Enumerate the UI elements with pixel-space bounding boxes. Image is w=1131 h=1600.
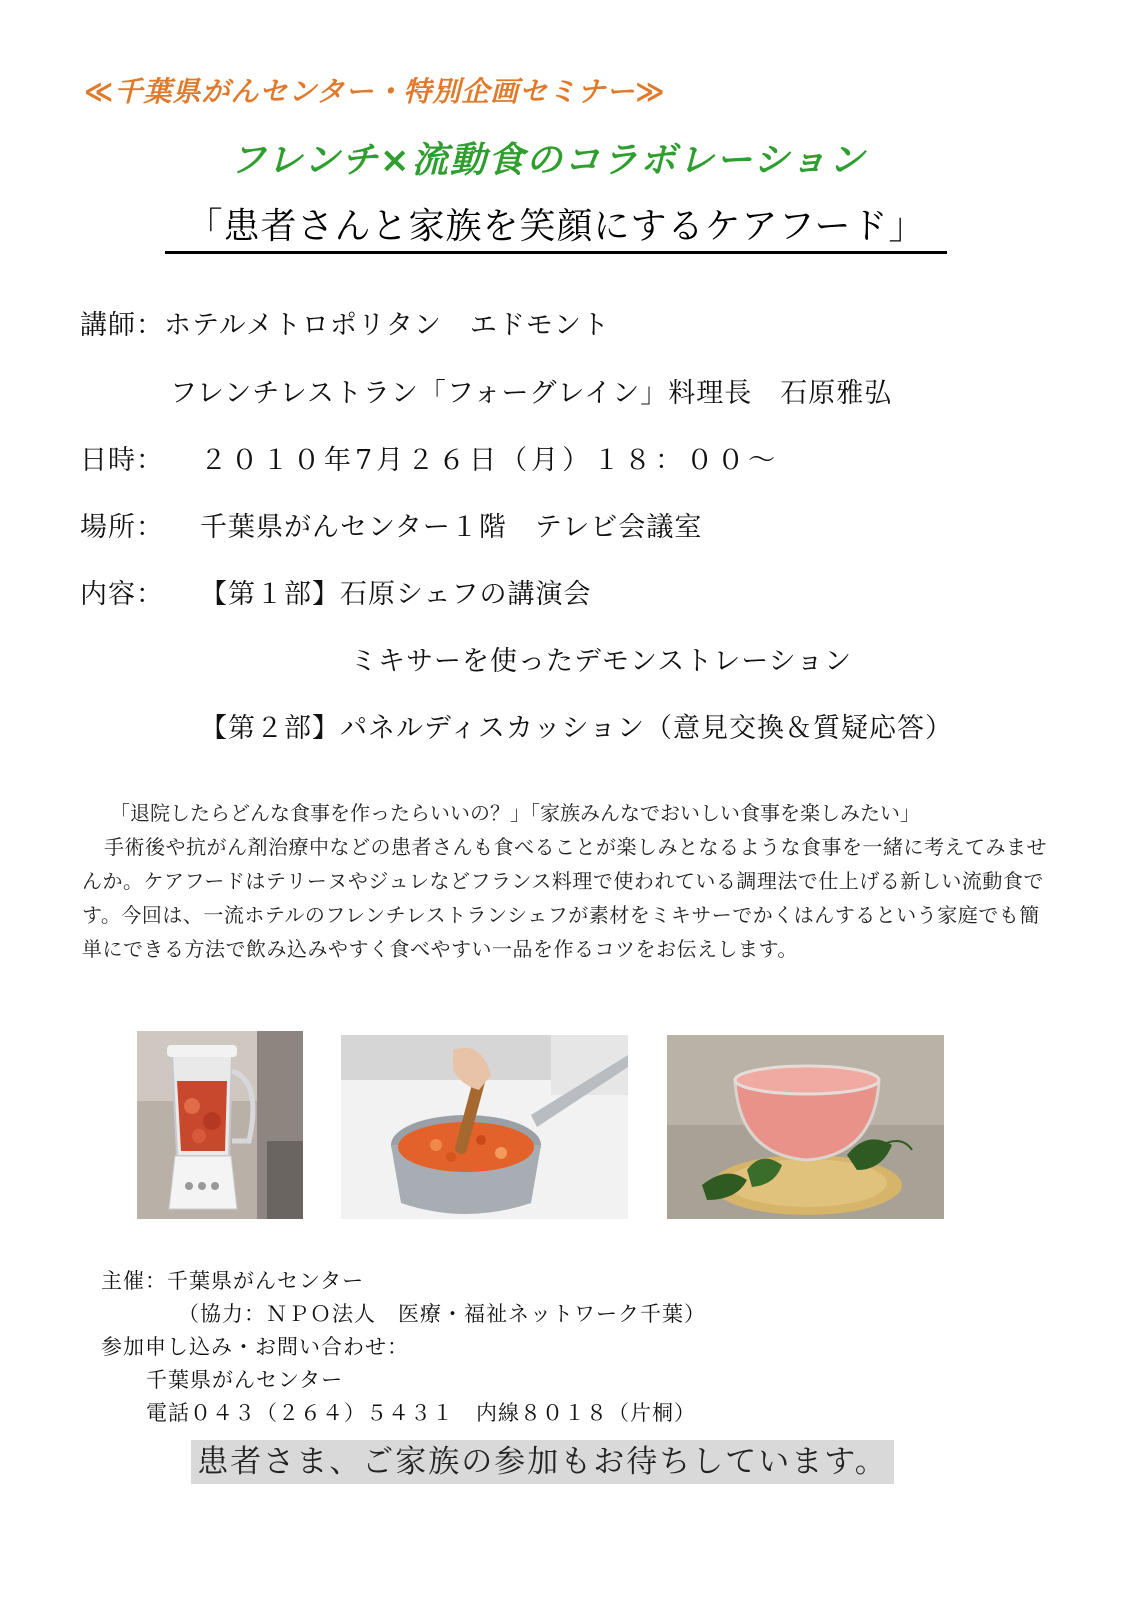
lecturer-row [80,303,610,342]
pot-stirring-photo [341,1035,628,1219]
description [82,796,1054,966]
smoothie-glass-photo [667,1035,944,1219]
blender-photo [137,1031,303,1219]
content-label: 内容： [80,579,164,610]
lecturer-line2: フレンチレストラン「フォーグレイン」料理長 石原雅弘 [170,378,893,409]
closing-message: 患者さま、ご家族の参加もお待ちしています。 [191,1440,894,1484]
description-body: 手術後や抗がん剤治療中などの患者さんも食べることが楽しみとなるような食事を一緒に考えてみませんか。ケアフードはテリーヌやジュレなどフランス料理で使われている調理法で仕上げる新しい流動食です。今回は、一流ホテルのフレンチレストランシェフが素材をミキサーでかくはんするという家庭でも簡単にできる方法で飲み込みやすく食べやすい一品を作るコツをお伝えします。 [82,835,1047,961]
page-title: 「患者さんと家族を笑顔にするケアフード」 [165,198,947,254]
contact-phone: 電話０４３（２６４）５４３１ 内線８０１８（片桐） [146,1401,696,1425]
cooperation: （協力：ＮＰＯ法人 医療・福祉ネットワーク千葉） [178,1302,706,1326]
place-label: 場所： [80,512,164,543]
part1: 【第１部】石原シェフの講演会 [200,579,592,610]
part2: 【第２部】パネルディスカッション（意見交換＆質疑応答） [200,713,954,744]
datetime-value: ２０１０年7月２６日（月）１８：００～ [200,445,780,476]
place-value: 千葉県がんセンター１階 テレビ会議室 [200,512,703,543]
subtitle: フレンチ×流動食のコラボレーション [230,140,867,181]
part1-sub: ミキサーを使ったデモンストレーション [350,646,853,677]
contact-label: 参加申し込み・お問い合わせ： [101,1335,409,1359]
contact-org: 千葉県がんセンター [146,1368,344,1392]
series-heading: ≪千葉県がんセンター・特別企画セミナー≫ [84,75,666,108]
datetime-label: 日時： [80,445,164,476]
description-quote: 「退院したらどんな食事を作ったらいいの？」「家族みんなでおいしい食事を楽しみたい」 [110,801,920,825]
host: 主催：千葉県がんセンター [101,1269,365,1293]
lecturer-line1: ホテルメトロポリタン エドモント [164,310,610,341]
lecturer-label: 講師： [80,310,164,341]
